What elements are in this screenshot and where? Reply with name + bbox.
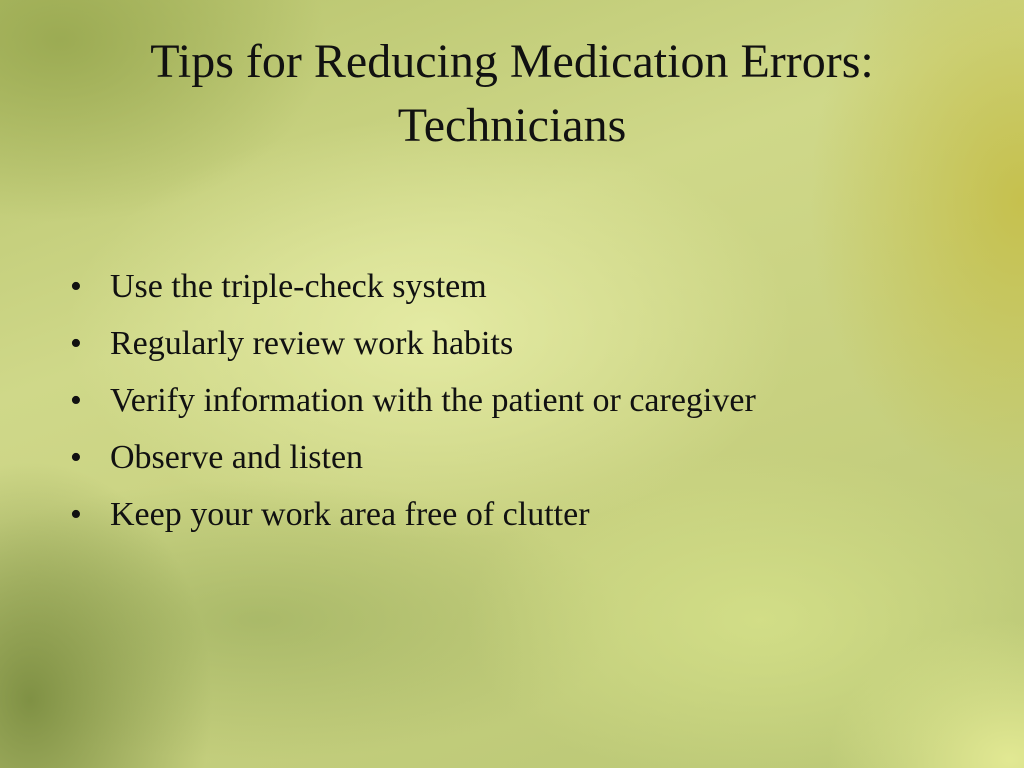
bullet-icon: • <box>70 382 82 419</box>
bullet-list <box>70 258 970 543</box>
slide-title-line-2: Technicians <box>397 99 627 152</box>
bullet-icon: • <box>70 268 82 305</box>
bullet-item <box>70 315 970 372</box>
bullet-text: Regularly review work habits <box>110 325 514 362</box>
bullet-icon: • <box>70 325 82 362</box>
bullet-text: Verify information with the patient or caregiver <box>110 382 756 419</box>
bullet-item <box>70 372 970 429</box>
bullet-text: Keep your work area free of clutter <box>110 496 590 533</box>
bullet-icon: • <box>70 439 82 476</box>
bullet-icon: • <box>70 496 82 533</box>
slide-title-line-1: Tips for Reducing Medication Errors: <box>150 35 874 88</box>
bullet-item <box>70 486 970 543</box>
slide-title <box>40 30 984 158</box>
bullet-text: Observe and listen <box>110 439 364 476</box>
bullet-item <box>70 429 970 486</box>
bullet-item <box>70 258 970 315</box>
bullet-text: Use the triple-check system <box>110 268 487 305</box>
